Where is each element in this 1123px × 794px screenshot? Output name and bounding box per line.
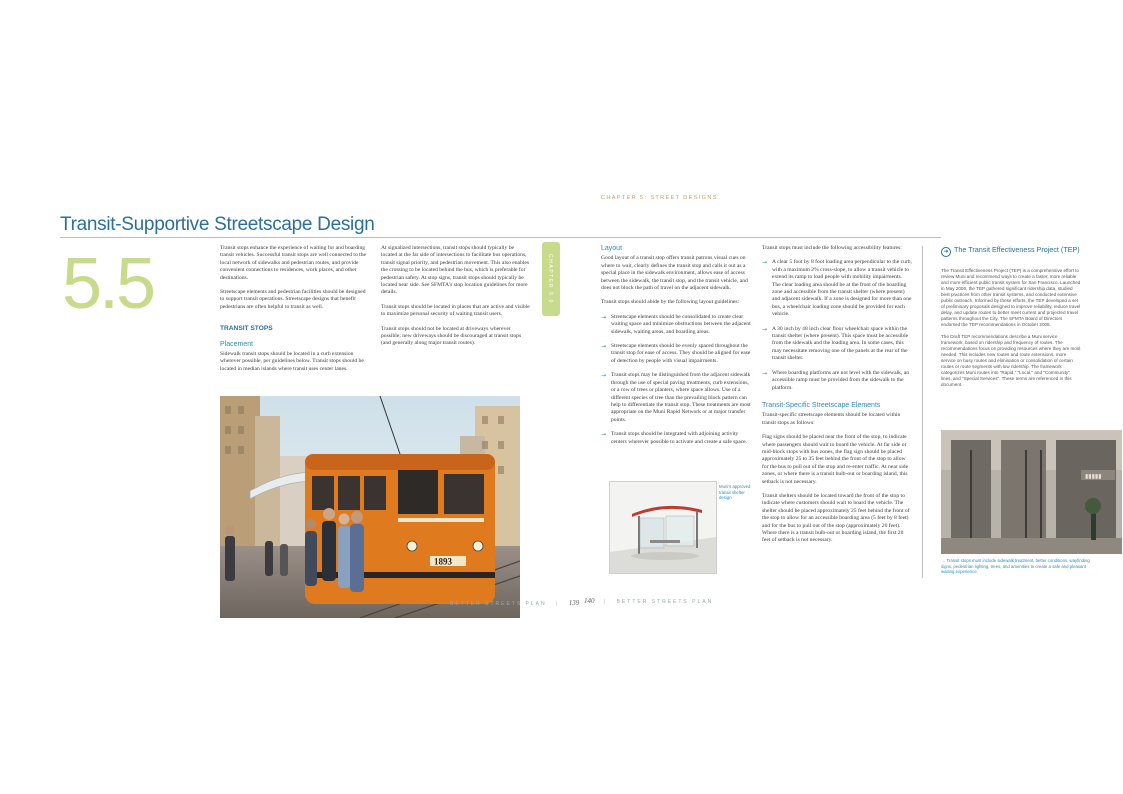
tep-body [941, 268, 1081, 394]
car-number: 1893 [434, 556, 452, 567]
column-1 [220, 245, 370, 380]
accessibility-list [762, 259, 912, 392]
running-header: CHAPTER 5: STREET DESIGNS [601, 195, 718, 201]
layout-guidelines-intro: Transit stops should abide by the following layout guidelines: [601, 299, 740, 306]
list-item: → A clear 5 foot by 8 foot loading area perpendicular to the curb, with a maximum 2% cross-slope, to allow a transit vehicle to extend its ramp to load people with mobility impairments. The clear loading area should be at the front of the boarding zone and accessible from the transit shelter (where present) and adjacent sidewalk. If a zone is designed for more than one bus, a wheelchair loading zone should be provided for each vehicle. [762, 259, 912, 318]
footer-right-page-number: 140 [584, 597, 595, 605]
layout-paragraph: Good layout of a transit stop offers transit patrons visual cues on where to wait, clearly defines the transit stop and calls it out as a special place in the sidewalk environment, allows ease of access between the sidewalk, the transit stop, and the transit vehicle, and does not block the path of travel on the adjacent sidewalk. [601, 255, 748, 292]
building-sign: ▮▮▮▮▮ [1085, 474, 1102, 480]
sidebar-rule [922, 246, 923, 578]
intro-paragraph: Transit stops enhance the experience of waiting for and boarding transit vehicles. Successful transit stops are well connected to the local network of sidewalks and pedestrian routes, and provide convenient connections to residences, work places, and other destinations. [220, 245, 367, 281]
visibility-paragraph: Transit stops should be located in places that are active and visible to maximize personal security of waiting transit users. [381, 303, 530, 318]
shelters-paragraph: Transit shelters should be located toward the front of the stop to indicate where customers should wait to board the vehicle. The shelter should be placed approximately 25 feet behind the front of the stop to allow for an accessible boarding area (5 feet by 8 feet) and for the bus to pull out of the stop (approximately 20 feet). Where there is a transit bulb-out or boarding island, the first 20 feet of setback is not necessary. [762, 492, 910, 544]
list-item: → Where boarding platforms are not level with the sidewalk, an accessible ramp must be provided from the sidewalk to the platform. [762, 370, 912, 392]
transit-elements-intro: Transit-specific streetscape elements should be located within transit stops as follows: [762, 412, 901, 426]
shelter-caption: Muni's approved transit shelter design [719, 484, 751, 501]
column-4 [762, 245, 912, 552]
tep-paragraph-1: The Transit Effectiveness Project (TEP) is a comprehensive effort to review Muni and recommend ways to create a faster, more reliable and more efficient public transit system for San Francisco. Launched in May 2006, the TEP gathered significant ridership data, studied best practices from other transit systems, and conducted extensive public outreach. Informed by these efforts, the TEP developed a set of preliminary proposals designed to improve reliability, reduce travel delay, and update routes to better meet current and projected travel patterns throughout the City. The SFMTA Board of Directors endorsed the TEP recommendations in October 2008. [941, 268, 1081, 327]
list-item: → Streetscape elements should be evenly spaced throughout the transit stop for ease of access. They should be aligned for ease of detection by people with visual impairments. [601, 343, 751, 365]
layout-heading: Layout [601, 245, 623, 252]
tep-paragraph-2: The Draft TEP recommendations describe a Muni service framework, based on ridership and frequency of routes. The recommendations focus on providing resources where they are most needed. This includes new routes and route extensions, more service on busy routes and elimination or consolidation of certain routes or route segments with low ridership. The framework categorizes Muni routes into "Rapid," "Local," and "Community" lines, and "Special Services". These terms are referenced in this document. [941, 334, 1081, 387]
list-item: → Transit stops should be integrated with adjoining activity centers wherever possible to activate and create a safe space. [601, 431, 751, 446]
arrow-circle-icon: ➜ [941, 247, 951, 257]
tep-caption: → Transit stops must include sidewalk treatment, better conditions, wayfinding signs, pedestrian lighting, trees, and amenities to create a safe and pleasant waiting experience. [941, 558, 1090, 575]
layout-guidelines-list [601, 314, 751, 446]
tep-caption-text: Transit stops must include sidewalk treatment, better conditions, wayfinding signs, pedestrian lighting, trees, and amenities to create a safe and pleasant waiting experience. [941, 558, 1090, 575]
accessibility-intro: Transit stops must include the following accessibility features: [762, 245, 902, 251]
column-2 [381, 245, 531, 355]
footer-left-page-number: 139 [568, 599, 580, 607]
placement-paragraph: Sidewalk transit stops should be located in a curb extension wherever possible, per guidelines below. Transit stops should be located in median islands where transit uses center lanes. [220, 351, 364, 372]
list-item: → Transit stops may be distinguished from the adjacent sidewalk through the use of special paving treatments, curb extensions, or a row of trees or planters, where space allows. Use of a different species of tree than the prevailing block pattern can help to differentiate the transit stop. These treatments are most appropriate on the Muni Rapid Network or at major transfer points. [601, 372, 751, 424]
transit-stops-heading: TRANSIT STOPS [220, 325, 273, 333]
footer-right: 140 | BETTER STREETS PLAN [584, 597, 714, 605]
tep-title [941, 246, 1081, 257]
page-title: Transit-Supportive Streetscape Design [60, 214, 375, 235]
transit-stop-photo [941, 430, 1122, 554]
title-rule [60, 237, 941, 238]
section-number: 5.5 [62, 244, 154, 324]
intro-paragraph-2: Streetscape elements and pedestrian facilities should be designed to support transit operations. Streetscape designs that benefit pedestrians are often helpful to transit as well. [220, 289, 366, 310]
tep-title-text: The Transit Effectiveness Project (TEP) [954, 245, 1080, 254]
signalized-paragraph: At signalized intersections, transit stops should typically be located at the far side of intersections to facilitate bus operations, transit signal priority, and pedestrian movement. This also enables the crossing to be located behind the bus, which is preferable for pedestrian safety. At stop signs, transit stops should typically be located near side. See SFMTA's stop location guidelines for more details. [381, 245, 530, 296]
flag-signs-paragraph: Flag signs should be placed near the front of the stop, to indicate where passengers should wait to board the vehicle. At far side or mid-block stops with bus zones, the flag sign should be placed approximately 25 to 35 feet behind the front of the stop to allow for the bus to pull out of the stop and re-enter traffic. At near side zones, or where there is a transit bulb-out or boarding island, this setback is not necessary. [762, 434, 909, 485]
list-item: → A 30 inch by 48 inch clear floor wheelchair space within the transit shelter (where present). This space must be accessible from the sidewalk and the loading area. In some cases, this may necessitate removing one of the panels at the rear of the transit shelter. [762, 326, 912, 363]
shelter-photo [609, 481, 717, 574]
footer-left-label: BETTER STREETS PLAN [450, 601, 547, 607]
streetcar-photo [220, 396, 520, 618]
footer-right-label: BETTER STREETS PLAN [616, 599, 714, 605]
list-item: → Streetscape elements should be consolidated to create clear waiting space and minimize obstructions between the adjacent sidewalk, waiting areas, and boarding areas. [601, 314, 751, 336]
chapter-tab [542, 242, 560, 316]
footer-left: BETTER STREETS PLAN | 139 [450, 599, 580, 607]
chapter-tab-label: CHAPTER 5.0 [547, 254, 553, 304]
column-3 [601, 245, 751, 453]
placement-heading: Placement [220, 340, 254, 348]
driveway-paragraph: Transit stops should not be located at driveways wherever possible; new driveways should be discouraged at transit stops (and generally along major transit routes). [381, 325, 522, 347]
transit-elements-heading: Transit-Specific Streetscape Elements [762, 401, 881, 409]
